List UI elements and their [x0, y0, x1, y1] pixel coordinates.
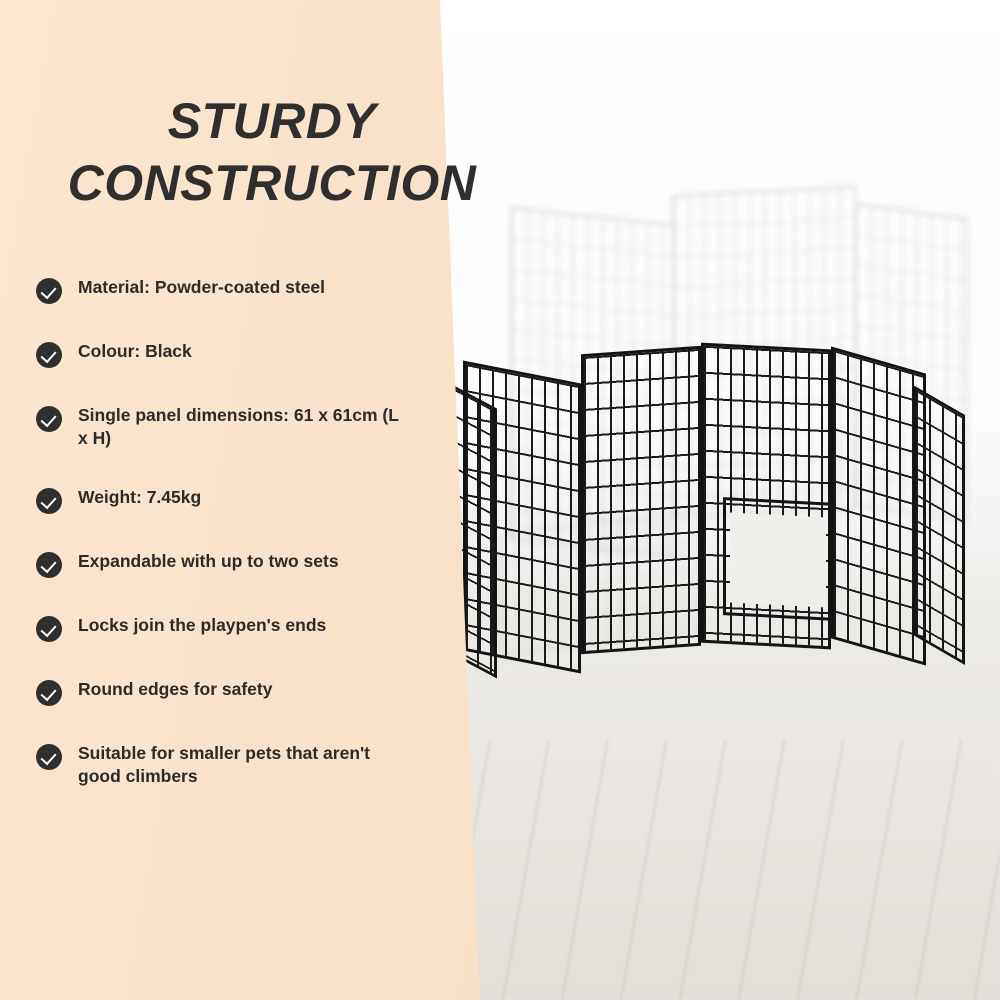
playpen-door-frame	[723, 497, 835, 621]
check-circle-icon	[36, 552, 62, 578]
feature-text: Round edges for safety	[78, 679, 273, 700]
check-circle-icon	[36, 744, 62, 770]
check-circle-icon	[36, 680, 62, 706]
product-playpen-image	[405, 330, 975, 730]
feature-list	[36, 276, 436, 824]
headline-line-2: CONSTRUCTION	[67, 154, 477, 211]
feature-text: Locks join the playpen's ends	[78, 615, 327, 636]
check-circle-icon	[36, 616, 62, 642]
playpen-panel	[831, 346, 926, 665]
page-title	[62, 90, 482, 214]
feature-text: Single panel dimensions: 61 x 61cm (L x H)	[78, 405, 399, 449]
list-item	[36, 276, 436, 304]
playpen-panel	[913, 385, 965, 665]
list-item	[36, 614, 436, 642]
list-item	[36, 742, 436, 788]
list-item	[36, 340, 436, 368]
list-item	[36, 486, 436, 514]
check-circle-icon	[36, 406, 62, 432]
feature-text: Suitable for smaller pets that aren't good climbers	[78, 743, 371, 787]
check-circle-icon	[36, 342, 62, 368]
list-item	[36, 678, 436, 706]
playpen-panel	[581, 346, 701, 654]
feature-text: Colour: Black	[78, 341, 192, 361]
playpen-panel	[463, 361, 581, 674]
check-circle-icon	[36, 488, 62, 514]
feature-text: Weight: 7.45kg	[78, 487, 202, 508]
list-item	[36, 550, 436, 578]
feature-text: Material: Powder-coated steel	[78, 277, 326, 297]
list-item	[36, 404, 436, 450]
feature-text: Expandable with up to two sets	[78, 551, 339, 572]
check-circle-icon	[36, 278, 62, 304]
headline-line-1: STURDY	[167, 92, 377, 149]
floor-surface	[430, 740, 1000, 1000]
